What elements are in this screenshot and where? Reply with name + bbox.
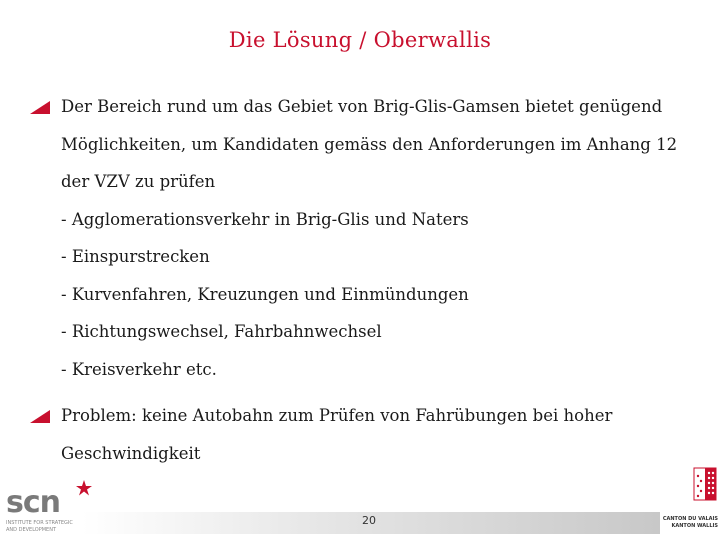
slide-title: Die Lösung / Oberwallis [228, 28, 492, 52]
sub-item: - Agglomerationsverkehr in Brig-Glis und Naters [61, 209, 469, 229]
svg-text:AND DEVELOPMENT: AND DEVELOPMENT [6, 527, 57, 533]
svg-text:scn: scn [6, 485, 60, 520]
sub-item: - Einspurstrecken [61, 247, 210, 266]
svg-text:INSTITUTE FOR STRATEGIC: INSTITUTE FOR STRATEGIC [6, 520, 73, 526]
scn-logo [4, 478, 94, 538]
canton-valais-logo [660, 466, 720, 540]
bullet-2 [30, 397, 690, 472]
bullet-1 [30, 88, 690, 388]
scn-logo-icon [4, 478, 94, 538]
bullet-line: Geschwindigkeit [61, 443, 201, 463]
bullet-text: Der Bereich rund um das Gebiet von Brig-Glis-Gamsen bietet genügend [61, 97, 663, 116]
page-number: 20 [362, 514, 376, 527]
sub-item: - Richtungswechsel, Fahrbahnwechsel [61, 322, 382, 341]
triangle-bullet-icon [30, 410, 50, 423]
valais-coat-of-arms-icon [660, 466, 720, 540]
canton-line2: KANTON WALLIS [671, 523, 718, 529]
bullet-line [30, 88, 690, 126]
bullet-line: der VZV zu prüfen [61, 172, 216, 191]
triangle-bullet-icon [30, 101, 50, 114]
bullet-line [30, 397, 690, 435]
sub-item: - Kreisverkehr etc. [61, 359, 217, 379]
sub-item: - Kurvenfahren, Kreuzungen und Einmündungen [61, 284, 469, 304]
canton-line1: CANTON DU VALAIS [662, 516, 718, 522]
bullet-line: Möglichkeiten, um Kandidaten gemäss den Anforderungen im Anhang 12 [61, 134, 678, 154]
bullet-text: Problem: keine Autobahn zum Prüfen von Fahrübungen bei hoher [61, 406, 613, 425]
